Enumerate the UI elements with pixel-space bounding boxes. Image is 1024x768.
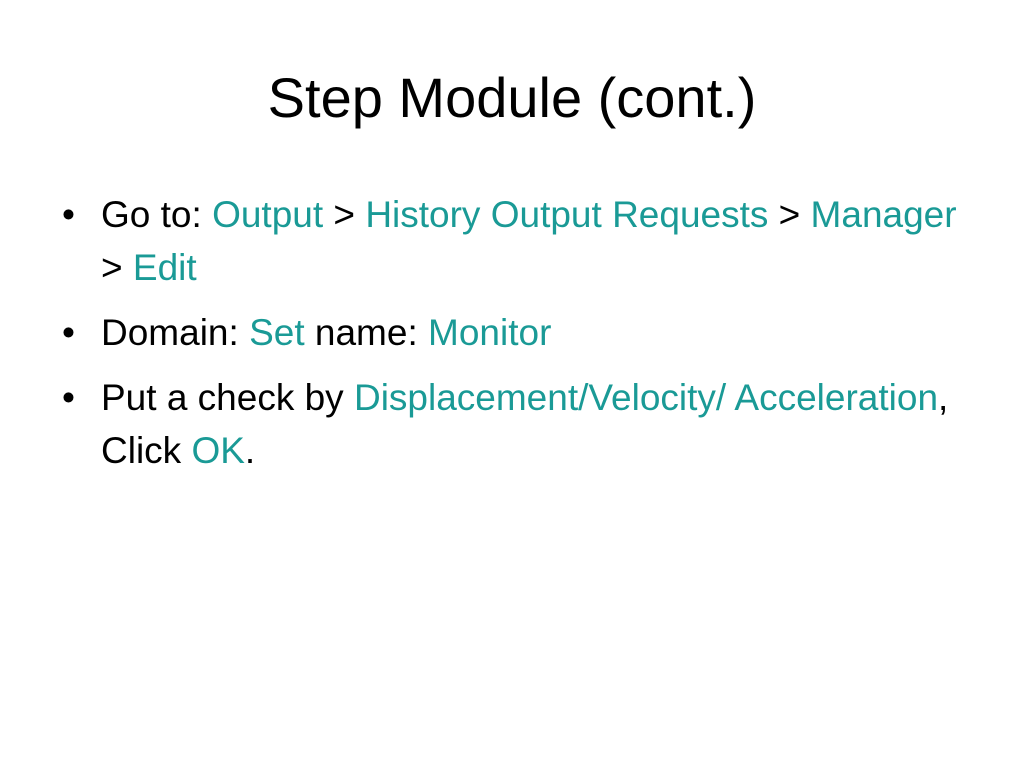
bullet-item-put-check — [62, 371, 982, 477]
segment-text: . — [244, 430, 256, 471]
bullet-list — [62, 188, 982, 489]
menu-history-output-requests-text: History Output Requests — [365, 194, 769, 235]
menu-edit-text: Edit — [132, 247, 197, 288]
separator-text: > — [768, 194, 811, 235]
segment-text: name: — [304, 312, 429, 353]
bullet-dot-icon: • — [62, 377, 75, 418]
bullet-item-domain — [62, 306, 982, 359]
segment-text: Go to: — [101, 194, 213, 235]
set-text: Set — [249, 312, 305, 353]
segment-text: Put a check by — [101, 377, 354, 418]
bullet-dot-icon: • — [62, 312, 75, 353]
monitor-text: Monitor — [428, 312, 552, 353]
bullet-item-go-to — [62, 188, 982, 294]
bullet-dot-icon: • — [62, 194, 75, 235]
segment-text: Domain: — [101, 312, 250, 353]
displacement-velocity-acceleration-text: Displacement/Velocity/ Acceleration — [353, 377, 939, 418]
ok-text: OK — [191, 430, 245, 471]
separator-text: > — [323, 194, 366, 235]
slide-title: Step Module (cont.) — [267, 66, 757, 129]
segment-text: , Click — [101, 377, 949, 471]
menu-manager-text: Manager — [810, 194, 957, 235]
separator-text: > — [101, 247, 133, 288]
menu-output-text: Output — [212, 194, 324, 235]
